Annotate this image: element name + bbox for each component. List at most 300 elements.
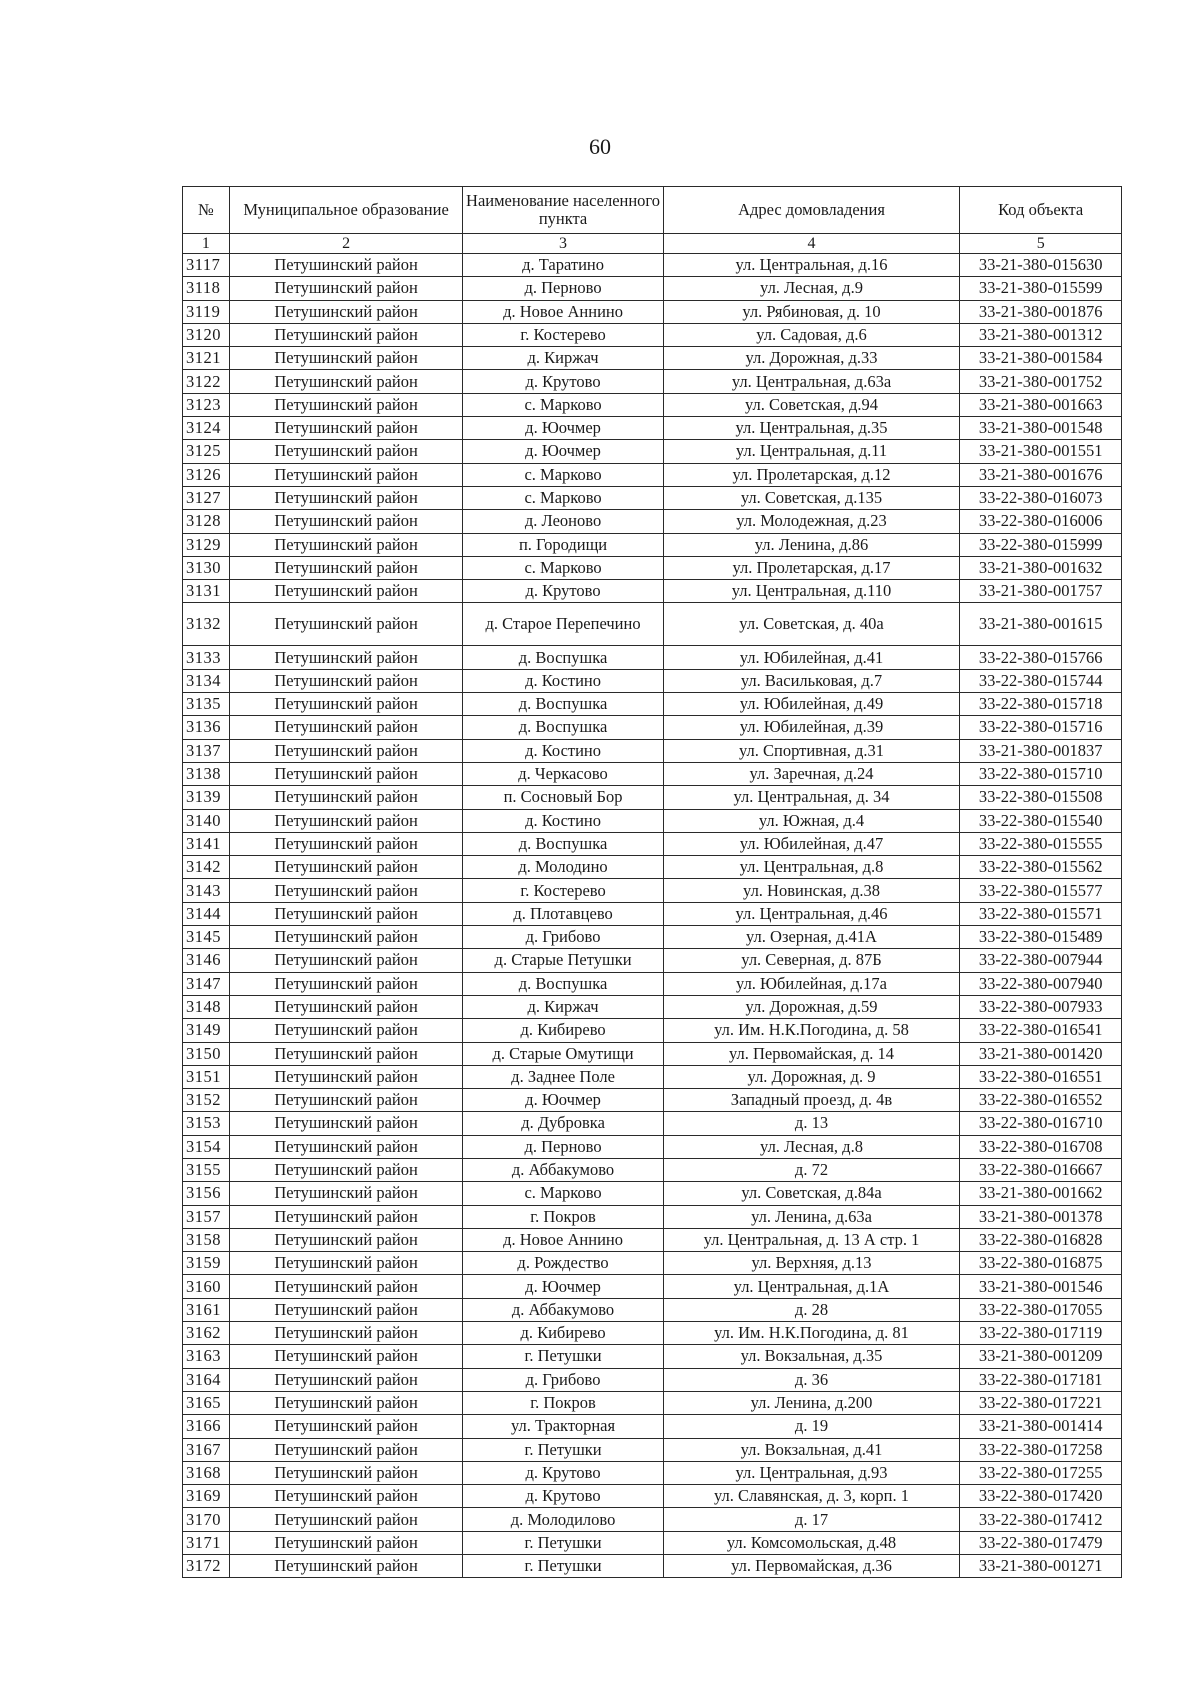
row-number: 3123 — [183, 393, 230, 416]
row-number: 3152 — [183, 1089, 230, 1112]
municipality-cell: Петушинский район — [229, 1182, 463, 1205]
object-code-cell: 33-21-380-001632 — [960, 556, 1122, 579]
address-cell: д. 19 — [663, 1415, 960, 1438]
object-code-cell: 33-22-380-015555 — [960, 832, 1122, 855]
object-code-cell: 33-21-380-001876 — [960, 300, 1122, 323]
municipality-cell: Петушинский район — [229, 1322, 463, 1345]
table-row — [183, 1275, 1122, 1298]
row-number: 3142 — [183, 856, 230, 879]
table-row — [183, 739, 1122, 762]
address-cell: ул. Советская, д.135 — [663, 486, 960, 509]
object-code-cell: 33-22-380-017119 — [960, 1322, 1122, 1345]
row-number: 3118 — [183, 277, 230, 300]
table-row — [183, 926, 1122, 949]
municipality-cell: Петушинский район — [229, 1228, 463, 1251]
header-row — [183, 187, 1122, 234]
municipality-cell: Петушинский район — [229, 300, 463, 323]
row-number: 3127 — [183, 486, 230, 509]
object-code-cell: 33-22-380-017055 — [960, 1298, 1122, 1321]
table-row — [183, 370, 1122, 393]
row-number: 3165 — [183, 1391, 230, 1414]
settlement-cell: д. Крутово — [463, 1461, 663, 1484]
address-cell: ул. Ленина, д.86 — [663, 533, 960, 556]
row-number: 3120 — [183, 323, 230, 346]
column-number: 3 — [463, 234, 663, 254]
address-cell: д. 17 — [663, 1508, 960, 1531]
row-number: 3169 — [183, 1485, 230, 1508]
column-number-row — [183, 234, 1122, 254]
municipality-cell: Петушинский район — [229, 580, 463, 603]
municipality-cell: Петушинский район — [229, 347, 463, 370]
municipality-cell: Петушинский район — [229, 463, 463, 486]
settlement-cell: д. Воспушка — [463, 716, 663, 739]
address-cell: ул. Пролетарская, д.17 — [663, 556, 960, 579]
row-number: 3128 — [183, 510, 230, 533]
municipality-cell: Петушинский район — [229, 1298, 463, 1321]
settlement-cell: д. Кибирево — [463, 1019, 663, 1042]
object-code-cell: 33-21-380-015630 — [960, 254, 1122, 277]
object-code-cell: 33-22-380-016708 — [960, 1135, 1122, 1158]
object-code-cell: 33-21-380-001757 — [960, 580, 1122, 603]
object-code-cell: 33-22-380-017420 — [960, 1485, 1122, 1508]
object-code-cell: 33-21-380-015599 — [960, 277, 1122, 300]
row-number: 3135 — [183, 693, 230, 716]
object-code-cell: 33-22-380-016828 — [960, 1228, 1122, 1251]
settlement-cell: с. Марково — [463, 556, 663, 579]
table-row — [183, 300, 1122, 323]
table-row — [183, 1019, 1122, 1042]
table-row — [183, 1322, 1122, 1345]
row-number: 3119 — [183, 300, 230, 323]
row-number: 3138 — [183, 762, 230, 785]
settlement-cell: д. Перново — [463, 1135, 663, 1158]
municipality-cell: Петушинский район — [229, 1042, 463, 1065]
row-number: 3149 — [183, 1019, 230, 1042]
settlement-cell: г. Петушки — [463, 1438, 663, 1461]
settlement-cell: д. Юочмер — [463, 440, 663, 463]
row-number: 3141 — [183, 832, 230, 855]
object-code-cell: 33-22-380-015508 — [960, 786, 1122, 809]
object-code-cell: 33-22-380-007944 — [960, 949, 1122, 972]
address-cell: ул. Центральная, д.63а — [663, 370, 960, 393]
municipality-cell: Петушинский район — [229, 902, 463, 925]
table-row — [183, 646, 1122, 669]
address-cell: д. 36 — [663, 1368, 960, 1391]
row-number: 3170 — [183, 1508, 230, 1531]
address-cell: ул. Центральная, д.1А — [663, 1275, 960, 1298]
object-code-cell: 33-22-380-016541 — [960, 1019, 1122, 1042]
row-number: 3162 — [183, 1322, 230, 1345]
settlement-cell: г. Костерево — [463, 879, 663, 902]
row-number: 3122 — [183, 370, 230, 393]
object-code-cell: 33-21-380-001662 — [960, 1182, 1122, 1205]
table-row — [183, 1158, 1122, 1181]
table-row — [183, 1368, 1122, 1391]
object-code-cell: 33-22-380-015718 — [960, 693, 1122, 716]
municipality-cell: Петушинский район — [229, 762, 463, 785]
settlement-cell: д. Киржач — [463, 347, 663, 370]
settlement-cell: г. Петушки — [463, 1555, 663, 1578]
municipality-cell: Петушинский район — [229, 716, 463, 739]
address-cell: д. 28 — [663, 1298, 960, 1321]
table-row — [183, 1345, 1122, 1368]
table-row — [183, 1298, 1122, 1321]
object-code-cell: 33-22-380-015562 — [960, 856, 1122, 879]
address-cell: ул. Советская, д. 40а — [663, 603, 960, 646]
address-cell: ул. Центральная, д.11 — [663, 440, 960, 463]
table-row — [183, 510, 1122, 533]
row-number: 3130 — [183, 556, 230, 579]
settlement-cell: д. Аббакумово — [463, 1158, 663, 1181]
table-row — [183, 832, 1122, 855]
row-number: 3167 — [183, 1438, 230, 1461]
settlement-cell: д. Юочмер — [463, 1089, 663, 1112]
table-row — [183, 716, 1122, 739]
table-row — [183, 486, 1122, 509]
object-code-cell: 33-22-380-016551 — [960, 1065, 1122, 1088]
object-code-cell: 33-22-380-015766 — [960, 646, 1122, 669]
table-row — [183, 1205, 1122, 1228]
table-row — [183, 762, 1122, 785]
header-number: № — [183, 187, 230, 234]
table-row — [183, 1252, 1122, 1275]
object-code-cell: 33-21-380-001584 — [960, 347, 1122, 370]
address-cell: ул. Комсомольская, д.48 — [663, 1531, 960, 1554]
table-row — [183, 786, 1122, 809]
address-cell: ул. Дорожная, д. 9 — [663, 1065, 960, 1088]
settlement-cell: п. Сосновый Бор — [463, 786, 663, 809]
settlement-cell: д. Костино — [463, 669, 663, 692]
municipality-cell: Петушинский район — [229, 1555, 463, 1578]
row-number: 3156 — [183, 1182, 230, 1205]
row-number: 3124 — [183, 417, 230, 440]
object-code-cell: 33-21-380-001312 — [960, 323, 1122, 346]
object-code-cell: 33-21-380-001676 — [960, 463, 1122, 486]
object-code-cell: 33-22-380-015577 — [960, 879, 1122, 902]
row-number: 3144 — [183, 902, 230, 925]
municipality-cell: Петушинский район — [229, 1089, 463, 1112]
table-row — [183, 347, 1122, 370]
address-cell: ул. Вокзальная, д.41 — [663, 1438, 960, 1461]
table-row — [183, 440, 1122, 463]
settlement-cell: с. Марково — [463, 486, 663, 509]
municipality-cell: Петушинский район — [229, 556, 463, 579]
settlement-cell: д. Старые Петушки — [463, 949, 663, 972]
table-row — [183, 1228, 1122, 1251]
column-number: 4 — [663, 234, 960, 254]
address-cell: ул. Пролетарская, д.12 — [663, 463, 960, 486]
address-cell: Западный проезд, д. 4в — [663, 1089, 960, 1112]
table-row — [183, 533, 1122, 556]
table-row — [183, 1415, 1122, 1438]
address-cell: ул. Южная, д.4 — [663, 809, 960, 832]
address-cell: ул. Васильковая, д.7 — [663, 669, 960, 692]
municipality-cell: Петушинский район — [229, 972, 463, 995]
address-cell: ул. Дорожная, д.59 — [663, 995, 960, 1018]
table-row — [183, 1438, 1122, 1461]
settlement-cell: д. Рождество — [463, 1252, 663, 1275]
address-cell: ул. Центральная, д.93 — [663, 1461, 960, 1484]
object-code-cell: 33-21-380-001548 — [960, 417, 1122, 440]
settlement-cell: д. Кибирево — [463, 1322, 663, 1345]
address-cell: ул. Центральная, д.46 — [663, 902, 960, 925]
object-code-cell: 33-22-380-015571 — [960, 902, 1122, 925]
page-number: 60 — [589, 134, 611, 159]
table-row — [183, 1135, 1122, 1158]
object-code-cell: 33-22-380-017479 — [960, 1531, 1122, 1554]
table-row — [183, 1461, 1122, 1484]
object-code-cell: 33-21-380-001420 — [960, 1042, 1122, 1065]
object-code-cell: 33-22-380-015540 — [960, 809, 1122, 832]
settlement-cell: д. Крутово — [463, 370, 663, 393]
address-cell: ул. Лесная, д.8 — [663, 1135, 960, 1158]
settlement-cell: д. Аббакумово — [463, 1298, 663, 1321]
row-number: 3139 — [183, 786, 230, 809]
row-number: 3134 — [183, 669, 230, 692]
table-row — [183, 417, 1122, 440]
settlement-cell: д. Киржач — [463, 995, 663, 1018]
municipality-cell: Петушинский район — [229, 1438, 463, 1461]
object-code-cell: 33-21-380-001837 — [960, 739, 1122, 762]
address-cell: ул. Юбилейная, д.39 — [663, 716, 960, 739]
object-code-cell: 33-21-380-001414 — [960, 1415, 1122, 1438]
settlement-cell: г. Петушки — [463, 1345, 663, 1368]
table-row — [183, 1555, 1122, 1578]
object-code-cell: 33-21-380-001663 — [960, 393, 1122, 416]
settlement-cell: д. Старое Перепечино — [463, 603, 663, 646]
object-code-cell: 33-21-380-001271 — [960, 1555, 1122, 1578]
address-cell: ул. Славянская, д. 3, корп. 1 — [663, 1485, 960, 1508]
municipality-cell: Петушинский район — [229, 1158, 463, 1181]
municipality-cell: Петушинский район — [229, 949, 463, 972]
address-cell: ул. Первомайская, д.36 — [663, 1555, 960, 1578]
header-address: Адрес домовладения — [663, 187, 960, 234]
address-cell: ул. Ленина, д.63а — [663, 1205, 960, 1228]
object-code-cell: 33-22-380-015744 — [960, 669, 1122, 692]
settlement-cell: д. Юочмер — [463, 1275, 663, 1298]
settlement-cell: д. Молодилово — [463, 1508, 663, 1531]
row-number: 3153 — [183, 1112, 230, 1135]
settlement-cell: д. Крутово — [463, 580, 663, 603]
header-municipality: Муниципальное образование — [229, 187, 463, 234]
row-number: 3136 — [183, 716, 230, 739]
address-cell: ул. Озерная, д.41А — [663, 926, 960, 949]
municipality-cell: Петушинский район — [229, 856, 463, 879]
municipality-cell: Петушинский район — [229, 486, 463, 509]
settlement-cell: д. Плотавцево — [463, 902, 663, 925]
row-number: 3164 — [183, 1368, 230, 1391]
row-number: 3161 — [183, 1298, 230, 1321]
table-row — [183, 693, 1122, 716]
municipality-cell: Петушинский район — [229, 739, 463, 762]
object-code-cell: 33-22-380-017181 — [960, 1368, 1122, 1391]
settlement-cell: д. Грибово — [463, 926, 663, 949]
settlement-cell: д. Дубровка — [463, 1112, 663, 1135]
row-number: 3163 — [183, 1345, 230, 1368]
object-code-cell: 33-22-380-016073 — [960, 486, 1122, 509]
row-number: 3147 — [183, 972, 230, 995]
municipality-cell: Петушинский район — [229, 1508, 463, 1531]
settlement-cell: д. Воспушка — [463, 972, 663, 995]
object-code-cell: 33-22-380-016552 — [960, 1089, 1122, 1112]
row-number: 3151 — [183, 1065, 230, 1088]
settlement-cell: д. Воспушка — [463, 693, 663, 716]
settlement-cell: д. Костино — [463, 739, 663, 762]
row-number: 3132 — [183, 603, 230, 646]
object-code-cell: 33-22-380-007933 — [960, 995, 1122, 1018]
object-code-cell: 33-22-380-007940 — [960, 972, 1122, 995]
object-code-cell: 33-21-380-001551 — [960, 440, 1122, 463]
row-number: 3121 — [183, 347, 230, 370]
column-number: 2 — [229, 234, 463, 254]
address-cell: ул. Им. Н.К.Погодина, д. 81 — [663, 1322, 960, 1345]
municipality-cell: Петушинский район — [229, 440, 463, 463]
settlement-cell: г. Петушки — [463, 1531, 663, 1554]
settlement-cell: д. Юочмер — [463, 417, 663, 440]
settlement-cell: д. Черкасово — [463, 762, 663, 785]
municipality-cell: Петушинский район — [229, 1135, 463, 1158]
column-number: 1 — [183, 234, 230, 254]
settlement-cell: п. Городищи — [463, 533, 663, 556]
table-row — [183, 995, 1122, 1018]
table-row — [183, 809, 1122, 832]
row-number: 3154 — [183, 1135, 230, 1158]
municipality-cell: Петушинский район — [229, 926, 463, 949]
object-code-cell: 33-22-380-017221 — [960, 1391, 1122, 1414]
object-code-cell: 33-22-380-016006 — [960, 510, 1122, 533]
table-row — [183, 1065, 1122, 1088]
settlement-cell: д. Молодино — [463, 856, 663, 879]
row-number: 3137 — [183, 739, 230, 762]
header-settlement: Наименование населенного пункта — [463, 187, 663, 234]
table-row — [183, 1089, 1122, 1112]
municipality-cell: Петушинский район — [229, 693, 463, 716]
municipality-cell: Петушинский район — [229, 1205, 463, 1228]
address-cell: ул. Юбилейная, д.17а — [663, 972, 960, 995]
municipality-cell: Петушинский район — [229, 809, 463, 832]
settlement-cell: д. Старые Омутищи — [463, 1042, 663, 1065]
municipality-cell: Петушинский район — [229, 277, 463, 300]
municipality-cell: Петушинский район — [229, 323, 463, 346]
table-row — [183, 1485, 1122, 1508]
table-row — [183, 603, 1122, 646]
municipality-cell: Петушинский район — [229, 603, 463, 646]
address-cell: ул. Рябиновая, д. 10 — [663, 300, 960, 323]
row-number: 3158 — [183, 1228, 230, 1251]
municipality-cell: Петушинский район — [229, 1019, 463, 1042]
table-row — [183, 669, 1122, 692]
settlement-cell: д. Костино — [463, 809, 663, 832]
table-row — [183, 856, 1122, 879]
table-row — [183, 949, 1122, 972]
municipality-cell: Петушинский район — [229, 1252, 463, 1275]
settlement-cell: д. Заднее Поле — [463, 1065, 663, 1088]
address-cell: ул. Юбилейная, д.41 — [663, 646, 960, 669]
settlement-cell: с. Марково — [463, 1182, 663, 1205]
table-row — [183, 1042, 1122, 1065]
municipality-cell: Петушинский район — [229, 510, 463, 533]
address-cell: ул. Им. Н.К.Погодина, д. 58 — [663, 1019, 960, 1042]
table-row — [183, 323, 1122, 346]
row-number: 3143 — [183, 879, 230, 902]
municipality-cell: Петушинский район — [229, 533, 463, 556]
object-code-cell: 33-21-380-001752 — [960, 370, 1122, 393]
address-cell: ул. Молодежная, д.23 — [663, 510, 960, 533]
table-row — [183, 254, 1122, 277]
registry-table — [182, 186, 1122, 1578]
settlement-cell: с. Марково — [463, 393, 663, 416]
address-cell: ул. Центральная, д. 13 А стр. 1 — [663, 1228, 960, 1251]
settlement-cell: д. Перново — [463, 277, 663, 300]
address-cell: ул. Дорожная, д.33 — [663, 347, 960, 370]
row-number: 3126 — [183, 463, 230, 486]
object-code-cell: 33-21-380-001209 — [960, 1345, 1122, 1368]
address-cell: ул. Советская, д.94 — [663, 393, 960, 416]
municipality-cell: Петушинский район — [229, 1391, 463, 1414]
settlement-cell: с. Марково — [463, 463, 663, 486]
address-cell: ул. Советская, д.84а — [663, 1182, 960, 1205]
table-row — [183, 463, 1122, 486]
municipality-cell: Петушинский район — [229, 1461, 463, 1484]
table-row — [183, 972, 1122, 995]
row-number: 3157 — [183, 1205, 230, 1228]
settlement-cell: г. Покров — [463, 1205, 663, 1228]
row-number: 3172 — [183, 1555, 230, 1578]
address-cell: ул. Центральная, д. 34 — [663, 786, 960, 809]
object-code-cell: 33-21-380-001378 — [960, 1205, 1122, 1228]
object-code-cell: 33-22-380-015999 — [960, 533, 1122, 556]
address-cell: ул. Центральная, д.16 — [663, 254, 960, 277]
municipality-cell: Петушинский район — [229, 646, 463, 669]
address-cell: ул. Садовая, д.6 — [663, 323, 960, 346]
municipality-cell: Петушинский район — [229, 995, 463, 1018]
address-cell: ул. Юбилейная, д.49 — [663, 693, 960, 716]
address-cell: ул. Новинская, д.38 — [663, 879, 960, 902]
table-row — [183, 1391, 1122, 1414]
municipality-cell: Петушинский район — [229, 1485, 463, 1508]
settlement-cell: д. Грибово — [463, 1368, 663, 1391]
object-code-cell: 33-22-380-015489 — [960, 926, 1122, 949]
object-code-cell: 33-22-380-017412 — [960, 1508, 1122, 1531]
row-number: 3133 — [183, 646, 230, 669]
address-cell: ул. Ленина, д.200 — [663, 1391, 960, 1414]
row-number: 3148 — [183, 995, 230, 1018]
municipality-cell: Петушинский район — [229, 1345, 463, 1368]
address-cell: ул. Северная, д. 87Б — [663, 949, 960, 972]
address-cell: ул. Юбилейная, д.47 — [663, 832, 960, 855]
row-number: 3145 — [183, 926, 230, 949]
address-cell: ул. Центральная, д.110 — [663, 580, 960, 603]
settlement-cell: д. Новое Аннино — [463, 1228, 663, 1251]
row-number: 3159 — [183, 1252, 230, 1275]
object-code-cell: 33-22-380-017255 — [960, 1461, 1122, 1484]
address-cell: ул. Центральная, д.35 — [663, 417, 960, 440]
row-number: 3150 — [183, 1042, 230, 1065]
address-cell: ул. Вокзальная, д.35 — [663, 1345, 960, 1368]
settlement-cell: д. Таратино — [463, 254, 663, 277]
address-cell: ул. Верхняя, д.13 — [663, 1252, 960, 1275]
row-number: 3131 — [183, 580, 230, 603]
address-cell: ул. Первомайская, д. 14 — [663, 1042, 960, 1065]
row-number: 3140 — [183, 809, 230, 832]
table-row — [183, 879, 1122, 902]
settlement-cell: г. Покров — [463, 1391, 663, 1414]
object-code-cell: 33-22-380-016710 — [960, 1112, 1122, 1135]
table-row — [183, 556, 1122, 579]
settlement-cell: д. Воспушка — [463, 832, 663, 855]
row-number: 3166 — [183, 1415, 230, 1438]
object-code-cell: 33-21-380-001546 — [960, 1275, 1122, 1298]
